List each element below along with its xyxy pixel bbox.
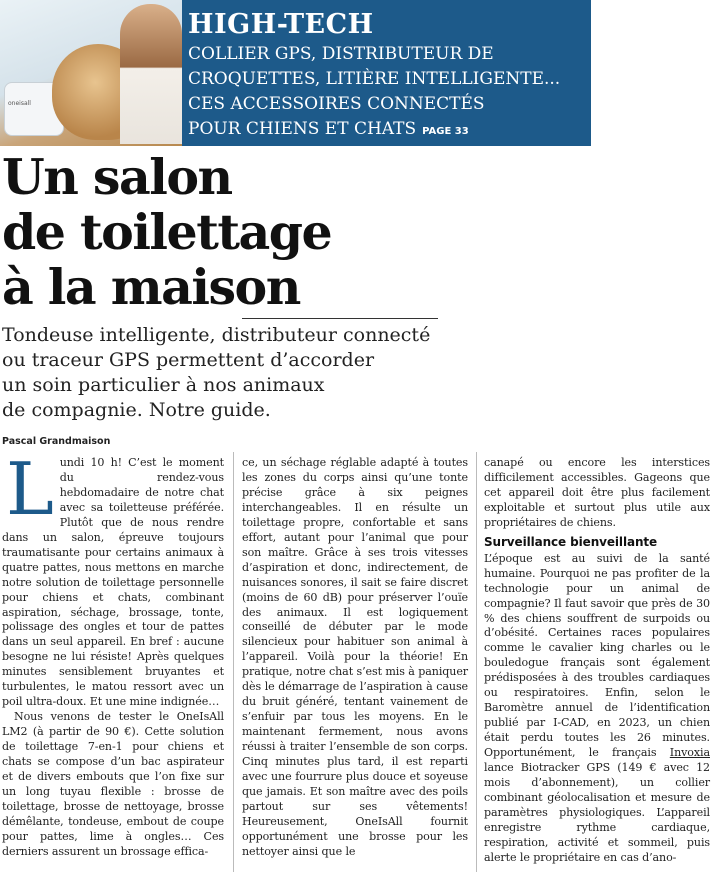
- article-paragraph: [2, 447, 224, 710]
- article-title: [2, 150, 442, 315]
- subtitle-line: ou traceur GPS permettent d’accorder: [2, 349, 375, 371]
- author-byline: Pascal Grandmaison: [2, 436, 111, 447]
- article-column-3: [484, 456, 710, 866]
- person-image: [120, 4, 182, 144]
- article-column-1: [2, 447, 224, 860]
- article-paragraph: canapé ou encore les interstices difficilement accessibles. Gageons que cet appareil doit être plus facilement exploitable et surtout plus utile aux propriétaires de chiens.: [484, 456, 710, 529]
- banner-headline-line: [188, 117, 587, 144]
- title-divider: [242, 318, 438, 319]
- device-brand-label: oneisall: [8, 100, 31, 107]
- column-divider: [233, 452, 234, 872]
- title-line: de toilettage: [2, 203, 332, 261]
- article-column-2: [242, 456, 468, 860]
- article-paragraph: [484, 552, 710, 866]
- banner-headline-line-text: POUR CHIENS ET CHATS: [188, 119, 417, 139]
- page-reference[interactable]: PAGE 33: [422, 126, 469, 137]
- paragraph-text: lance Biotracker GPS (149 € avec 12 mois d’abonnement), un collier combinant géolocalisation et mesure de paramètres physiologiques. L’appareil enregistre rythme cardiaque, respiration, activité et sommeil, puis alerte le propriétaire en cas d’ano-: [484, 761, 710, 864]
- banner-text-block: [182, 0, 591, 146]
- banner-headline-line: CES ACCESSOIRES CONNECTÉS: [188, 94, 485, 114]
- paragraph-text: L’époque est au suivi de la santé humaine. Pourquoi ne pas profiter de la technologie pour un animal de compagnie? Il faut savoir que près de 30 % des chiens souffrent de surpoids ou d’obésité. Certaines races populaires comme le cavalier king charles ou le bouledogue français sont également prédisposées à des troubles cardiaques ou respiratoires. Enfin, selon le Baromètre annuel de l’identification publié par I-CAD, en 2023, un chien était perdu toutes les 26 minutes. Opportunément, le français: [484, 551, 710, 760]
- title-line: Un salon: [2, 148, 232, 206]
- invoxia-link[interactable]: Invoxia: [669, 746, 710, 760]
- article-subtitle: [2, 323, 442, 423]
- banner-headline: [188, 42, 587, 144]
- drop-cap: L: [6, 447, 54, 531]
- article-paragraph: ce, un séchage réglable adapté à toutes les zones du corps ainsi qu’une tonte précise grâce à six peignes interchangeables. Il en résulte un toilettage propre, confortable et sans effort, autant pour l’animal que pour son maître. Grâce à ses trois vitesses d’aspiration et donc, indirectement, de nuisances sonores, il sait se faire discret (moins de 60 dB) pour préserver l’ouïe des animaux. Il est logiquement conseillé de débuter par le mode silencieux pour habituer son animal à l’appareil. Voilà pour la théorie! En pratique, notre chat s’est mis à paniquer dès le démarrage de l’aspiration à cause du bruit généré, tentant vainement de s’enfuir par tous les moyens. En le maintenant fermement, nous avons réussi à traiter l’ensemble de son corps. Cinq minutes plus tard, il est reparti avec une fourrure plus douce et soyeuse que jamais. Et son maître avec des poils partout sur ses vêtements! Heureusement, OneIsAll fournit opportunément une brosse pour les nettoyer ainsi que le: [242, 456, 468, 858]
- article-paragraph: Nous venons de tester le OneIsAll LM2 (à partir de 90 €). Cette solution de toilettage 7-en-1 pour chiens et chats se compose d’un bac aspirateur et de divers embouts que l’on fixe sur un long tuyau flexible : brosse de toilettage, brosse de nettoyage, brosse démêlante, tondeuse, embout de coupe pour pattes, lime à ongles… Ces derniers assurent un brossage effica-: [2, 710, 224, 858]
- banner-headline-line: COLLIER GPS, DISTRIBUTEUR DE: [188, 44, 494, 64]
- banner-photo: [0, 0, 182, 146]
- column-divider: [476, 452, 477, 872]
- subtitle-line: de compagnie. Notre guide.: [2, 399, 271, 421]
- title-line: à la maison: [2, 258, 300, 316]
- section-subhead: Surveillance bienveillante: [484, 534, 658, 549]
- subtitle-line: Tondeuse intelligente, distributeur connecté: [2, 324, 431, 346]
- banner-headline-line: CROQUETTES, LITIÈRE INTELLIGENTE...: [188, 69, 561, 89]
- paragraph-text: undi 10 h! C’est le moment du rendez-vous hebdomadaire de notre chat avec sa toiletteuse préférée. Plutôt que de nous rendre dans un salon, épreuve toujours traumatisante pour certains animaux à quatre pattes, nous mettons en marche notre solution de toilettage personnelle pour chiens et chats, combinant aspiration, séchage, brossage, tonte, polissage des ongles et tour de pattes dans un seul appareil. En bref : aucune besogne ne lui résiste! Après quelques minutes sensiblement bruyantes et turbulentes, le matou ressort avec un poil ultra-doux. Et une mine indignée…: [2, 456, 224, 709]
- banner-kicker: HIGH-TECH: [188, 9, 374, 40]
- subtitle-line: un soin particulier à nos animaux: [2, 374, 325, 396]
- teaser-banner[interactable]: [0, 0, 591, 146]
